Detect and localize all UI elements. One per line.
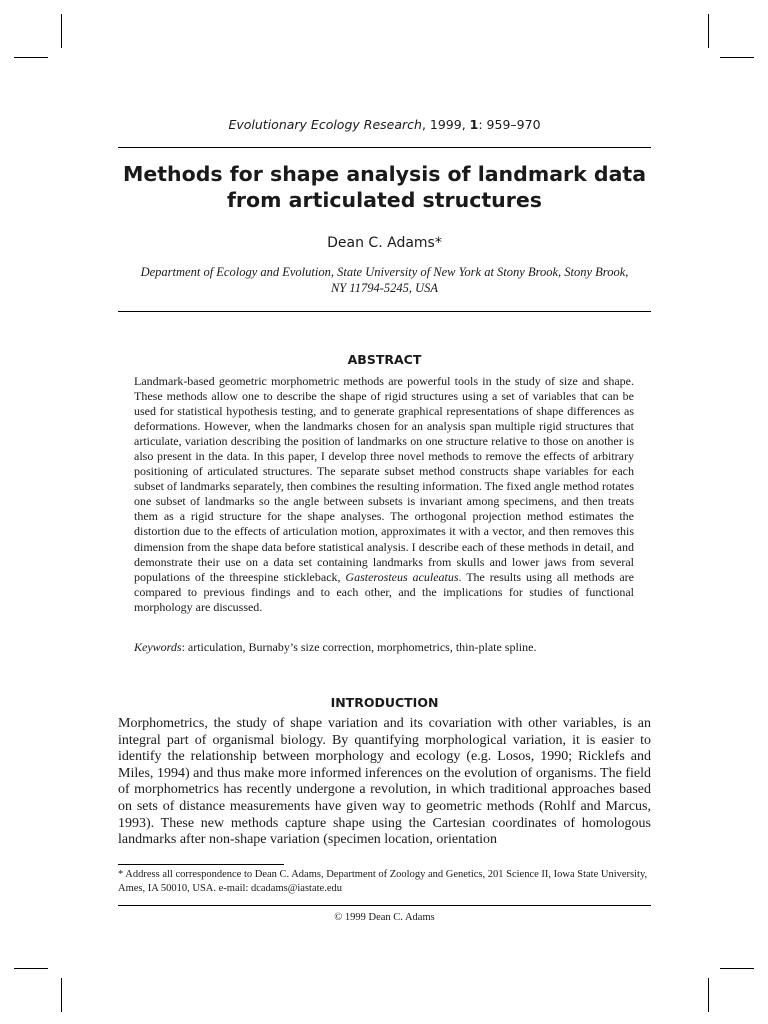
keywords xyxy=(134,640,634,655)
crop-mark xyxy=(61,978,62,1012)
affiliation xyxy=(118,264,651,296)
crop-mark xyxy=(14,57,48,58)
abstract-text: Landmark-based geometric morphometric methods are powerful tools in the study of size and shape. These methods allow one to describe the shape of rigid structures using a set of variables that can be used for statistical hypothesis testing, and to generate graphical representations of shape differences as deformations. However, when the landmarks chosen for an analysis span multiple rigid structures that articulate, variation describing the position of landmarks on one structure relative to those on another is also present in the data. In this paper, I develop three novel methods to remove the effects of arbitrary positioning of articulated structures. The separate subset method constructs shape variables for each subset of landmarks separately, then combines the resulting information. The fixed angle method rotates one subset of landmarks so the angle between subsets is invariant among specimens, and then treats them as a rigid structure for the shape analyses. The orthogonal projection method estimates the distortion due to the effects of articulation motion, approximates it with a vector, and then removes this dimension from the shape data before statistical analysis. I describe each of these methods in detail, and demonstrate their use on a data set containing landmarks from skulls and lower jaws from several populations of the threespine stickleback, xyxy=(134,374,634,584)
author: Dean C. Adams* xyxy=(327,235,442,251)
title-line: from articulated structures xyxy=(227,188,542,212)
paper-title xyxy=(118,161,651,213)
journal-year: , 1999, xyxy=(421,117,470,132)
journal-pages: : 959–970 xyxy=(478,117,541,132)
affiliation-line: NY 11794-5245, USA xyxy=(330,281,439,295)
keywords-text: : articulation, Burnaby’s size correction, morphometrics, thin-plate spline. xyxy=(181,640,537,654)
abstract-heading: ABSTRACT xyxy=(347,352,422,367)
introduction-heading: INTRODUCTION xyxy=(330,695,439,710)
crop-mark xyxy=(708,14,709,48)
title-line: Methods for shape analysis of landmark data xyxy=(122,162,647,186)
crop-mark xyxy=(708,978,709,1012)
crop-mark xyxy=(720,57,754,58)
keywords-label: Keywords xyxy=(134,640,182,654)
footnote: * Address all correspondence to Dean C. Adams, Department of Zoology and Genetics, 201 Science II, Iowa State University, Ames, IA 50010, USA. e-mail: dcadams@iastate.edu xyxy=(118,869,648,894)
affiliation-rule xyxy=(118,311,651,312)
abstract-body xyxy=(134,374,634,615)
species-name: Gasterosteus aculeatus xyxy=(345,569,459,584)
header-rule xyxy=(118,147,651,148)
crop-mark xyxy=(720,968,754,969)
introduction-body: Morphometrics, the study of shape variation and its covariation with other variables, is an integral part of organismal biology. By quantifying morphological variation, it is easier to identify the relationship between morphology and ecology (e.g. Losos, 1990; Ricklefs and Miles, 1994) and thus make more informed inferences on the evolution of organisms. The field of morphometrics has recently undergone a revolution, in which traditional approaches based on sets of distance measurements have given way to geometric methods (Rohlf and Marcus, 1993). These new methods capture shape using the Cartesian coordinates of homologous landmarks after non-shape variation (specimen location, orientation xyxy=(118,716,651,848)
crop-mark xyxy=(14,968,48,969)
footnote-rule xyxy=(118,864,284,865)
journal-name: Evolutionary Ecology Research xyxy=(228,117,422,132)
affiliation-line: Department of Ecology and Evolution, State University of New York at Stony Brook, Stony Brook, xyxy=(140,265,629,279)
abstract-text: . The results using all methods are compared to previous findings and to each other, and the implications for studies of functional morphology are discussed. xyxy=(134,569,634,614)
footer-rule xyxy=(118,905,651,906)
journal-citation xyxy=(118,117,651,132)
crop-mark xyxy=(61,14,62,48)
journal-volume: 1 xyxy=(469,117,479,132)
copyright: © 1999 Dean C. Adams xyxy=(334,912,435,923)
